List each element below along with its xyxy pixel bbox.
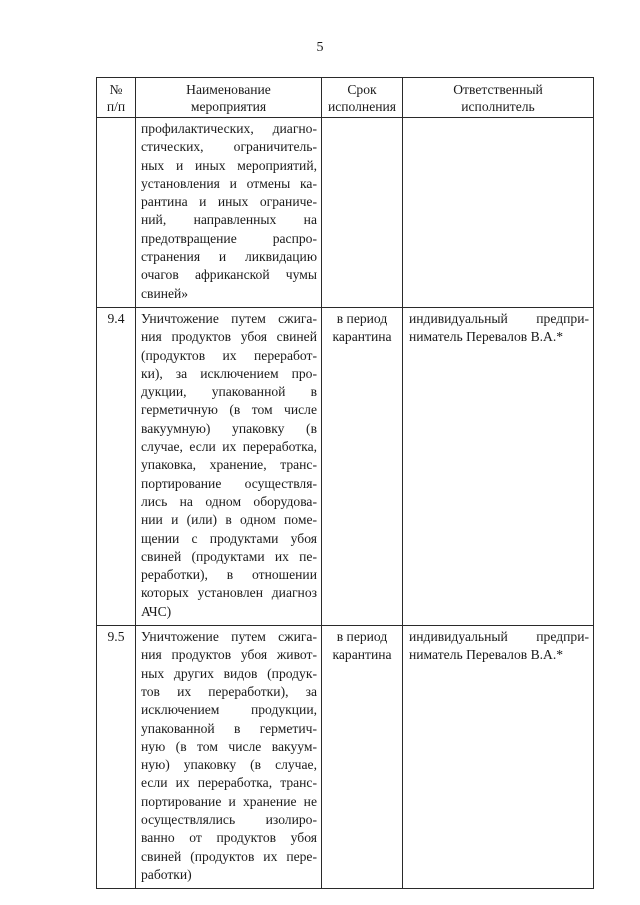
responsible-line: ниматель Перевалов В.А.* [409, 329, 564, 345]
measure-name-line: предотвращение распро- [141, 230, 317, 246]
measure-name-line: свиней» [141, 285, 189, 301]
measure-name-line: рантина и иных ограниче- [141, 194, 317, 210]
measure-name-line: Уничтожение путем сжига- [141, 310, 317, 326]
term-line: карантина [332, 647, 392, 663]
measure-name-line: портирование осуществля- [141, 475, 317, 491]
measure-name-line: упакованной в герметич- [141, 720, 317, 736]
page-number: 5 [316, 40, 324, 55]
table-row [97, 626, 594, 889]
measure-name-line: упаковка, хранение, транс- [141, 457, 317, 473]
header-num: № п/п [97, 78, 136, 118]
measure-name-line: тов их переработки), за [141, 683, 317, 699]
table-row [97, 307, 594, 625]
measure-name [136, 118, 322, 308]
measure-name-line: ния продуктов убоя свиней [141, 329, 317, 345]
measure-name-line: ную) упаковку (в случае, [141, 757, 317, 773]
responsible [403, 307, 594, 625]
term-line: карантина [332, 329, 392, 345]
measure-name-line: Уничтожение путем сжига- [141, 629, 317, 645]
measure-name-line: ки), за исключением про- [141, 365, 317, 381]
measure-name-line: стических, ограничитель- [141, 139, 317, 155]
measure-name-line: ванно от продуктов убоя [141, 830, 317, 846]
measures-table [96, 77, 594, 889]
measure-name-line: лись на одном оборудова- [141, 493, 317, 509]
measure-name-line: (продуктов их переработ- [141, 347, 317, 363]
measure-name-line: герметичную (в том числе [141, 402, 317, 418]
measure-name-line: вакуумную) упаковку (в [141, 420, 317, 436]
term [322, 118, 403, 308]
measure-name-line: щении с продуктами убоя [141, 530, 317, 546]
measure-name [136, 626, 322, 889]
measure-name-line: случае, если их переработка, [141, 439, 317, 455]
header-responsible: Ответственный исполнитель [403, 78, 594, 118]
measure-name-line: дукции, упакованной в [141, 384, 317, 400]
header-term: Срок исполнения [322, 78, 403, 118]
measure-name-line: ния продуктов убоя живот- [141, 647, 317, 663]
measure-name-line: странения и ликвидацию [141, 249, 317, 265]
measure-name-line: ную (в том числе вакуум- [141, 738, 317, 754]
term [322, 307, 403, 625]
measure-name-line: АЧС) [141, 603, 172, 619]
measure-name-line: портирование и хранение не [141, 793, 317, 809]
table-header-row [97, 78, 594, 118]
measure-name-line: очагов африканской чумы [141, 267, 317, 283]
measure-name-line: исключением продукции, [141, 702, 317, 718]
responsible-line: индивидуальный предпри- [409, 310, 589, 326]
measure-name-line: ных и иных мероприятий, [141, 157, 317, 173]
measure-name-line: осуществлялись изолиро- [141, 811, 317, 827]
term [322, 626, 403, 889]
measure-name-line: работки) [141, 866, 192, 882]
measure-name-line: которых установлен диагноз [141, 585, 317, 601]
measure-name-line: профилактических, диагно- [141, 121, 317, 136]
responsible-line: индивидуальный предпри- [409, 629, 589, 645]
responsible-line: ниматель Перевалов В.А.* [409, 647, 564, 663]
measure-name-line: установления и отмены ка- [141, 175, 317, 191]
header-name: Наименование мероприятия [136, 78, 322, 118]
measure-name-line: ний, направленных на [141, 212, 317, 228]
table-body [97, 118, 594, 889]
row-number [97, 118, 136, 308]
term-line: в период [336, 629, 388, 645]
term-line: в период [336, 310, 388, 326]
measure-name-line: ных других видов (продук- [141, 665, 317, 681]
row-number: 9.4 [97, 307, 136, 625]
measure-name-line: если их переработка, транс- [141, 775, 317, 791]
row-number: 9.5 [97, 626, 136, 889]
measure-name [136, 307, 322, 625]
measure-name-line: свиней (продуктами их пе- [141, 548, 317, 564]
measure-name-line: реработки), в отношении [141, 567, 317, 583]
responsible [403, 626, 594, 889]
measure-name-line: свиней (продуктов их пере- [141, 848, 317, 864]
responsible [403, 118, 594, 308]
table-row [97, 118, 594, 308]
measure-name-line: нии и (или) в одном помe- [141, 512, 317, 528]
